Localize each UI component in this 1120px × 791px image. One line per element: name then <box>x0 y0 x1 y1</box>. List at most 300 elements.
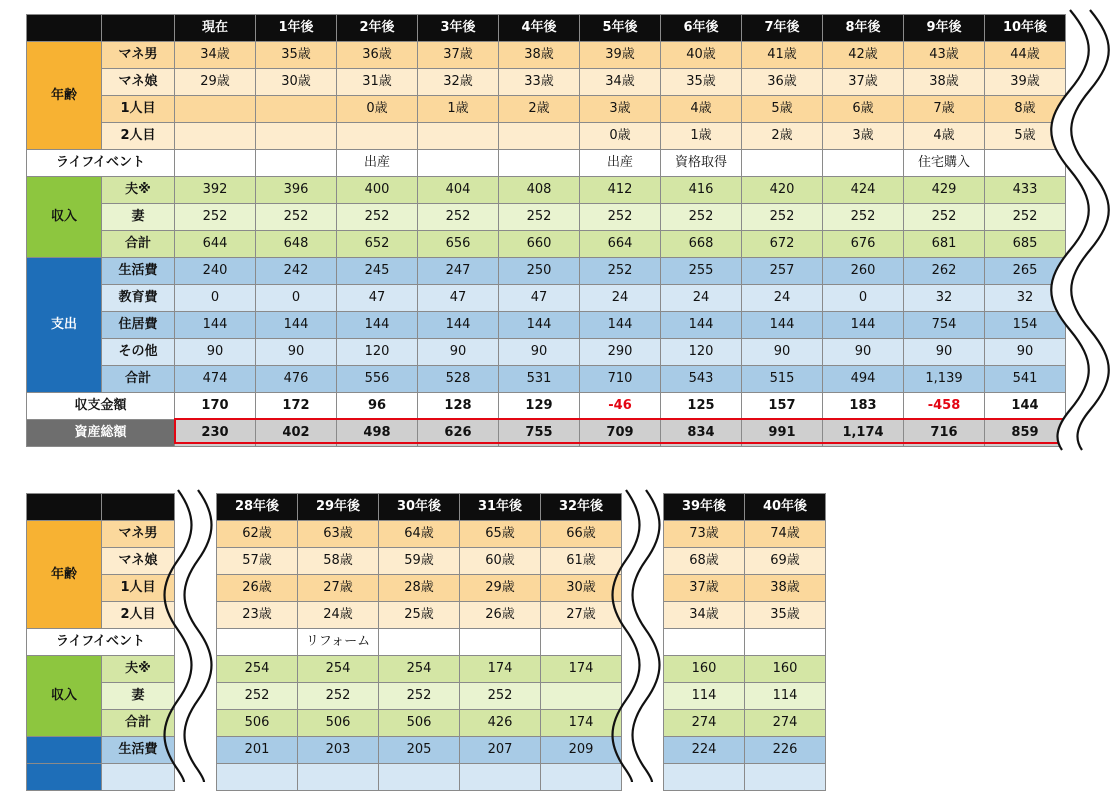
life-event-cell <box>418 150 499 177</box>
income-cell: 660 <box>499 231 580 258</box>
assets-cell: 626 <box>418 420 499 447</box>
age-cell: 23歳 <box>217 602 298 629</box>
balance-cell-negative: -458 <box>904 393 985 420</box>
age-cell: 34歳 <box>175 42 256 69</box>
expense-cell-empty <box>541 764 622 791</box>
income-cell: 396 <box>256 177 337 204</box>
expense-cell: 154 <box>985 312 1066 339</box>
assets-cell: 402 <box>256 420 337 447</box>
life-event-cell: 出産 <box>337 150 418 177</box>
expense-cell: 528 <box>418 366 499 393</box>
assets-cell: 834 <box>661 420 742 447</box>
assets-cell: 1,174 <box>823 420 904 447</box>
break-wave-icon <box>1050 10 1110 450</box>
expense-cell: 90 <box>256 339 337 366</box>
income-cell: 408 <box>499 177 580 204</box>
balance-cell: 170 <box>175 393 256 420</box>
balance-cell: 125 <box>661 393 742 420</box>
year-header: 29年後 <box>298 494 379 521</box>
row-label: マネ男 <box>102 521 175 548</box>
income-cell: 254 <box>379 656 460 683</box>
income-cell: 404 <box>418 177 499 204</box>
age-cell: 57歳 <box>217 548 298 575</box>
age-cell: 26歳 <box>217 575 298 602</box>
income-cell: 652 <box>337 231 418 258</box>
age-cell: 73歳 <box>664 521 745 548</box>
age-cell <box>256 123 337 150</box>
year-header: 3年後 <box>418 15 499 42</box>
assets-cell: 859 <box>985 420 1066 447</box>
year-header: 現在 <box>175 15 256 42</box>
assets-label: 資産総額 <box>27 420 175 447</box>
expense-cell-empty <box>298 764 379 791</box>
row-label-empty <box>102 764 175 791</box>
expense-total-row <box>27 366 1066 393</box>
assets-cell: 716 <box>904 420 985 447</box>
balance-cell: 128 <box>418 393 499 420</box>
expense-cell: 754 <box>904 312 985 339</box>
age-cell: 35歳 <box>745 602 826 629</box>
year-header: 5年後 <box>580 15 661 42</box>
age-cell: 39歳 <box>985 69 1066 96</box>
age-cell: 27歳 <box>298 575 379 602</box>
expense-cell: 224 <box>664 737 745 764</box>
income-cell: 664 <box>580 231 661 258</box>
life-event-cell: リフォーム <box>298 629 379 656</box>
age-cell: 43歳 <box>904 42 985 69</box>
break-wave-icon <box>172 490 216 782</box>
income-cell: 252 <box>256 204 337 231</box>
expense-cell: 0 <box>256 285 337 312</box>
income-cell: 252 <box>379 683 460 710</box>
income-cell: 420 <box>742 177 823 204</box>
income-category-label: 収入 <box>27 177 102 258</box>
expense-cell: 515 <box>742 366 823 393</box>
income-cell: 254 <box>298 656 379 683</box>
row-label: 2人目 <box>102 123 175 150</box>
expense-cell: 494 <box>823 366 904 393</box>
row-label: 1人目 <box>102 575 175 602</box>
year-header: 31年後 <box>460 494 541 521</box>
expense-cell-empty <box>379 764 460 791</box>
age-row <box>27 42 1066 69</box>
income-total-row <box>27 231 1066 258</box>
income-total-row <box>27 710 826 737</box>
age-cell <box>175 123 256 150</box>
age-cell: 35歳 <box>256 42 337 69</box>
year-header: 10年後 <box>985 15 1066 42</box>
age-cell: 4歳 <box>904 123 985 150</box>
expense-cell: 24 <box>580 285 661 312</box>
expense-cell: 242 <box>256 258 337 285</box>
expense-row <box>27 258 1066 285</box>
life-event-row <box>27 629 826 656</box>
balance-cell: 96 <box>337 393 418 420</box>
age-cell: 1歳 <box>661 123 742 150</box>
expense-cell: 710 <box>580 366 661 393</box>
header-row <box>27 494 826 521</box>
income-cell: 252 <box>418 204 499 231</box>
life-event-cell <box>217 629 298 656</box>
age-row <box>27 96 1066 123</box>
expense-cell: 90 <box>742 339 823 366</box>
expense-cell: 0 <box>823 285 904 312</box>
expense-row-partial <box>27 764 826 791</box>
income-cell: 252 <box>985 204 1066 231</box>
age-cell: 74歳 <box>745 521 826 548</box>
age-cell: 38歳 <box>904 69 985 96</box>
age-cell: 30歳 <box>256 69 337 96</box>
income-cell: 274 <box>745 710 826 737</box>
expense-cell: 90 <box>418 339 499 366</box>
expense-cell: 255 <box>661 258 742 285</box>
balance-cell: 129 <box>499 393 580 420</box>
income-cell: 681 <box>904 231 985 258</box>
expense-row <box>27 339 1066 366</box>
age-cell: 5歳 <box>742 96 823 123</box>
expense-cell: 32 <box>985 285 1066 312</box>
year-header: 8年後 <box>823 15 904 42</box>
age-cell <box>175 96 256 123</box>
balance-row <box>27 393 1066 420</box>
expense-cell: 245 <box>337 258 418 285</box>
expense-cell-empty <box>217 764 298 791</box>
balance-cell: 157 <box>742 393 823 420</box>
income-cell: 252 <box>661 204 742 231</box>
age-cell: 58歳 <box>298 548 379 575</box>
age-cell: 44歳 <box>985 42 1066 69</box>
life-event-cell: 出産 <box>580 150 661 177</box>
balance-cell: 183 <box>823 393 904 420</box>
expense-row <box>27 285 1066 312</box>
expense-cell: 541 <box>985 366 1066 393</box>
expense-cell: 201 <box>217 737 298 764</box>
income-cell: 644 <box>175 231 256 258</box>
age-cell: 29歳 <box>460 575 541 602</box>
income-cell: 668 <box>661 231 742 258</box>
year-header: 6年後 <box>661 15 742 42</box>
header-corner <box>27 15 102 42</box>
expense-cell: 90 <box>823 339 904 366</box>
expense-cell-empty <box>664 764 745 791</box>
row-label: マネ娘 <box>102 548 175 575</box>
income-cell: 506 <box>217 710 298 737</box>
age-cell <box>418 123 499 150</box>
balance-cell-negative: -46 <box>580 393 661 420</box>
income-cell: 506 <box>298 710 379 737</box>
expense-cell: 144 <box>499 312 580 339</box>
life-event-cell <box>460 629 541 656</box>
income-category-label: 収入 <box>27 656 102 737</box>
income-cell: 174 <box>541 656 622 683</box>
expense-cell: 90 <box>499 339 580 366</box>
assets-cell: 230 <box>175 420 256 447</box>
life-event-row <box>27 150 1066 177</box>
life-event-cell <box>823 150 904 177</box>
life-event-label: ライフイベント <box>27 629 175 656</box>
income-cell: 252 <box>742 204 823 231</box>
age-cell: 5歳 <box>985 123 1066 150</box>
income-cell: 252 <box>298 683 379 710</box>
income-cell: 252 <box>217 683 298 710</box>
age-cell: 65歳 <box>460 521 541 548</box>
expense-cell: 0 <box>175 285 256 312</box>
age-cell: 64歳 <box>379 521 460 548</box>
income-cell: 274 <box>664 710 745 737</box>
year-header: 32年後 <box>541 494 622 521</box>
age-row <box>27 123 1066 150</box>
expense-cell: 543 <box>661 366 742 393</box>
income-cell: 429 <box>904 177 985 204</box>
expense-cell: 144 <box>742 312 823 339</box>
expense-cell: 120 <box>337 339 418 366</box>
age-cell <box>499 123 580 150</box>
life-event-cell <box>499 150 580 177</box>
age-cell: 3歳 <box>823 123 904 150</box>
year-header: 40年後 <box>745 494 826 521</box>
year-header: 4年後 <box>499 15 580 42</box>
year-header: 30年後 <box>379 494 460 521</box>
expense-cell: 207 <box>460 737 541 764</box>
header-row <box>27 15 1066 42</box>
income-cell: 676 <box>823 231 904 258</box>
age-cell: 3歳 <box>580 96 661 123</box>
expense-cell: 90 <box>904 339 985 366</box>
income-cell: 254 <box>217 656 298 683</box>
income-row <box>27 656 826 683</box>
expense-cell: 257 <box>742 258 823 285</box>
life-event-cell <box>742 150 823 177</box>
expense-cell: 290 <box>580 339 661 366</box>
row-label: 夫※ <box>102 177 175 204</box>
life-event-label: ライフイベント <box>27 150 175 177</box>
income-cell: 252 <box>460 683 541 710</box>
expense-cell: 144 <box>175 312 256 339</box>
year-header: 39年後 <box>664 494 745 521</box>
expense-cell: 144 <box>661 312 742 339</box>
year-header: 7年後 <box>742 15 823 42</box>
header-corner <box>102 15 175 42</box>
expense-cell: 47 <box>337 285 418 312</box>
balance-cell: 172 <box>256 393 337 420</box>
row-label: 合計 <box>102 366 175 393</box>
age-cell: 36歳 <box>742 69 823 96</box>
income-cell: 424 <box>823 177 904 204</box>
income-cell: 412 <box>580 177 661 204</box>
row-label: 生活費 <box>102 737 175 764</box>
income-cell: 252 <box>823 204 904 231</box>
expense-cell: 265 <box>985 258 1066 285</box>
age-cell: 2歳 <box>499 96 580 123</box>
age-cell: 30歳 <box>541 575 622 602</box>
row-label: 住居費 <box>102 312 175 339</box>
income-cell: 114 <box>664 683 745 710</box>
expense-cell: 474 <box>175 366 256 393</box>
age-cell: 35歳 <box>661 69 742 96</box>
row-label: マネ男 <box>102 42 175 69</box>
expense-cell: 531 <box>499 366 580 393</box>
header-corner <box>27 494 102 521</box>
expense-category-swatch <box>27 764 102 791</box>
income-cell: 252 <box>904 204 985 231</box>
row-label: 合計 <box>102 231 175 258</box>
income-cell: 252 <box>175 204 256 231</box>
age-cell: 33歳 <box>499 69 580 96</box>
age-cell: 68歳 <box>664 548 745 575</box>
age-cell: 25歳 <box>379 602 460 629</box>
age-cell: 66歳 <box>541 521 622 548</box>
income-row <box>27 683 826 710</box>
expense-cell: 476 <box>256 366 337 393</box>
age-cell <box>256 96 337 123</box>
age-cell: 0歳 <box>580 123 661 150</box>
age-cell: 0歳 <box>337 96 418 123</box>
income-cell: 392 <box>175 177 256 204</box>
age-cell: 28歳 <box>379 575 460 602</box>
expense-cell: 47 <box>499 285 580 312</box>
age-cell: 36歳 <box>337 42 418 69</box>
expense-cell: 32 <box>904 285 985 312</box>
age-cell: 34歳 <box>664 602 745 629</box>
expense-cell: 226 <box>745 737 826 764</box>
expense-cell: 205 <box>379 737 460 764</box>
expense-category-swatch <box>27 737 102 764</box>
expense-cell: 1,139 <box>904 366 985 393</box>
income-cell: 174 <box>541 710 622 737</box>
income-cell: 426 <box>460 710 541 737</box>
row-label: 妻 <box>102 683 175 710</box>
age-cell: 6歳 <box>823 96 904 123</box>
year-header: 2年後 <box>337 15 418 42</box>
age-cell: 38歳 <box>499 42 580 69</box>
row-label: 妻 <box>102 204 175 231</box>
expense-row <box>27 737 826 764</box>
expense-cell: 262 <box>904 258 985 285</box>
expense-cell: 144 <box>256 312 337 339</box>
income-cell: 685 <box>985 231 1066 258</box>
balance-cell: 144 <box>985 393 1066 420</box>
header-corner <box>102 494 175 521</box>
assets-cell: 498 <box>337 420 418 447</box>
expense-cell: 209 <box>541 737 622 764</box>
life-event-cell: 住宅購入 <box>904 150 985 177</box>
expense-cell: 120 <box>661 339 742 366</box>
age-row <box>27 602 826 629</box>
year-header: 1年後 <box>256 15 337 42</box>
expense-cell: 24 <box>742 285 823 312</box>
income-cell: 252 <box>337 204 418 231</box>
expense-cell: 203 <box>298 737 379 764</box>
age-cell: 1歳 <box>418 96 499 123</box>
cashflow-table-top <box>26 14 1066 447</box>
expense-cell: 240 <box>175 258 256 285</box>
income-cell: 433 <box>985 177 1066 204</box>
income-row <box>27 204 1066 231</box>
year-header: 28年後 <box>217 494 298 521</box>
age-row <box>27 575 826 602</box>
expense-cell: 144 <box>823 312 904 339</box>
age-cell: 29歳 <box>175 69 256 96</box>
expense-row <box>27 312 1066 339</box>
age-cell: 38歳 <box>745 575 826 602</box>
expense-cell-empty <box>745 764 826 791</box>
age-row <box>27 548 826 575</box>
expense-cell: 144 <box>418 312 499 339</box>
expense-cell: 252 <box>580 258 661 285</box>
income-cell: 656 <box>418 231 499 258</box>
age-cell: 34歳 <box>580 69 661 96</box>
year-header: 9年後 <box>904 15 985 42</box>
age-cell: 40歳 <box>661 42 742 69</box>
income-cell: 252 <box>499 204 580 231</box>
assets-cell: 709 <box>580 420 661 447</box>
expense-cell: 144 <box>580 312 661 339</box>
row-label: 合計 <box>102 710 175 737</box>
age-cell: 7歳 <box>904 96 985 123</box>
age-category-label: 年齢 <box>27 42 102 150</box>
income-cell: 160 <box>745 656 826 683</box>
life-event-cell <box>175 150 256 177</box>
expense-cell-empty <box>460 764 541 791</box>
age-cell: 26歳 <box>460 602 541 629</box>
row-label: 教育費 <box>102 285 175 312</box>
expense-cell: 260 <box>823 258 904 285</box>
balance-label: 収支金額 <box>27 393 175 420</box>
age-cell: 62歳 <box>217 521 298 548</box>
age-cell: 59歳 <box>379 548 460 575</box>
income-cell: 160 <box>664 656 745 683</box>
row-label: マネ娘 <box>102 69 175 96</box>
row-label: 夫※ <box>102 656 175 683</box>
income-cell: 416 <box>661 177 742 204</box>
age-cell: 37歳 <box>823 69 904 96</box>
age-cell <box>337 123 418 150</box>
cashflow-table-bottom <box>26 493 826 791</box>
age-cell: 42歳 <box>823 42 904 69</box>
age-cell: 61歳 <box>541 548 622 575</box>
life-event-cell <box>379 629 460 656</box>
row-label: 生活費 <box>102 258 175 285</box>
age-cell: 69歳 <box>745 548 826 575</box>
age-cell: 39歳 <box>580 42 661 69</box>
age-cell: 2歳 <box>742 123 823 150</box>
expense-cell: 144 <box>337 312 418 339</box>
age-cell: 41歳 <box>742 42 823 69</box>
income-row <box>27 177 1066 204</box>
expense-category-label: 支出 <box>27 258 102 393</box>
age-cell: 37歳 <box>664 575 745 602</box>
age-cell: 27歳 <box>541 602 622 629</box>
age-cell: 8歳 <box>985 96 1066 123</box>
life-event-cell <box>256 150 337 177</box>
expense-cell: 47 <box>418 285 499 312</box>
row-label: 2人目 <box>102 602 175 629</box>
income-cell: 672 <box>742 231 823 258</box>
income-cell: 174 <box>460 656 541 683</box>
age-cell: 32歳 <box>418 69 499 96</box>
expense-cell: 556 <box>337 366 418 393</box>
income-cell <box>541 683 622 710</box>
assets-cell: 991 <box>742 420 823 447</box>
assets-cell: 755 <box>499 420 580 447</box>
assets-row <box>27 420 1066 447</box>
age-cell: 63歳 <box>298 521 379 548</box>
age-cell: 37歳 <box>418 42 499 69</box>
income-cell: 506 <box>379 710 460 737</box>
life-event-cell <box>745 629 826 656</box>
expense-cell: 90 <box>175 339 256 366</box>
life-event-cell: 資格取得 <box>661 150 742 177</box>
